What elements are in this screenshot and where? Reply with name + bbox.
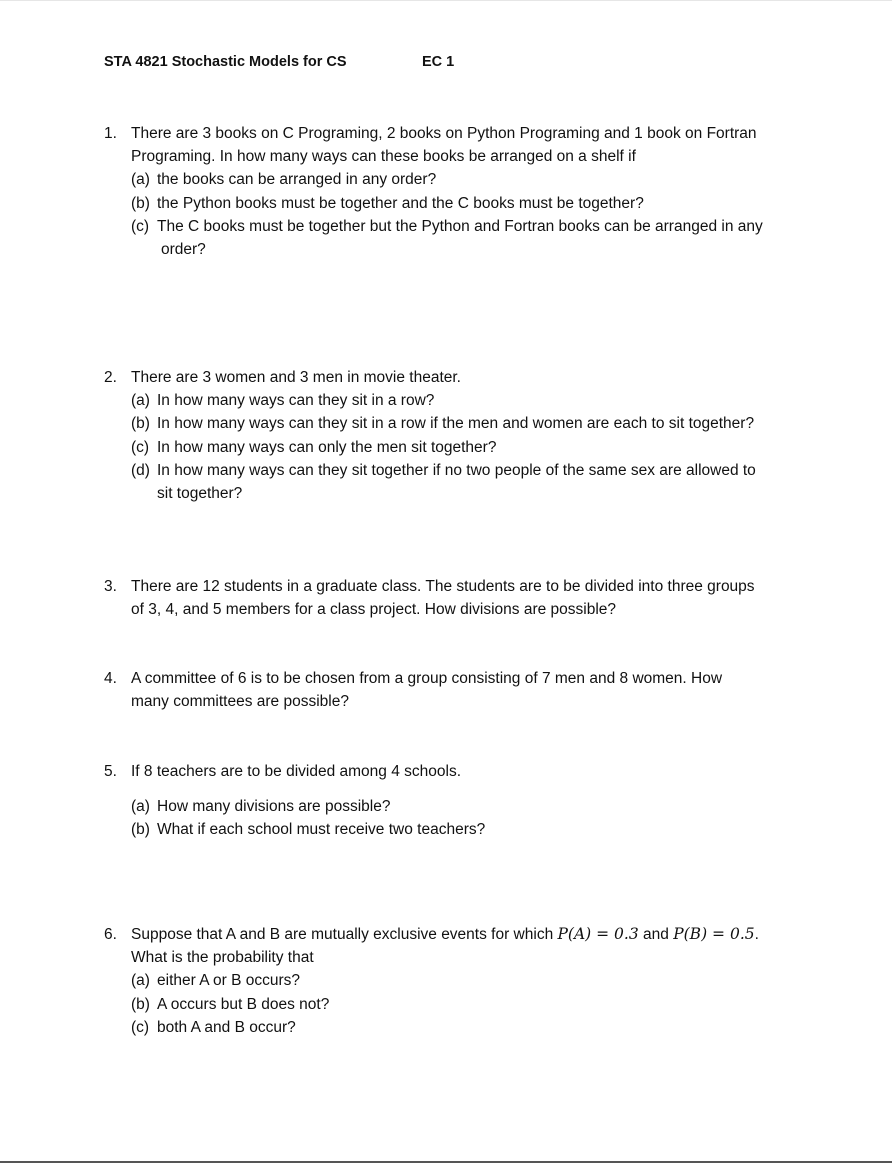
part-label: (c): [131, 438, 150, 456]
part-text: How many divisions are possible?: [157, 798, 391, 816]
math-expression: P(A) = 0.3: [557, 925, 639, 943]
assignment-code: EC 1: [422, 54, 455, 70]
question-part: [131, 412, 794, 435]
question-text: A committee of 6 is to be chosen from a group consisting of 7 men and 8 women. How: [131, 670, 723, 687]
part-label: (c): [131, 1018, 150, 1036]
question-number: 3.: [104, 578, 117, 595]
question-text-continued: What is the probability that: [131, 949, 314, 967]
part-text: A occurs but B does not?: [157, 995, 330, 1013]
part-text: the books can be arranged in any order?: [157, 171, 437, 189]
part-label: (a): [131, 798, 150, 816]
math-expression: P(B) = 0.5: [673, 925, 755, 943]
question-part: [131, 459, 794, 482]
question-text: There are 3 books on C Programing, 2 books on Python Programing and 1 book on Fortran: [131, 125, 757, 142]
question-number: 1.: [104, 125, 117, 142]
question-text: There are 3 women and 3 men in movie theater.: [131, 369, 461, 386]
part-label: (b): [131, 194, 150, 212]
question-number: 4.: [104, 670, 117, 687]
part-label: (c): [131, 217, 150, 235]
question-part: [131, 818, 794, 841]
question-text-segment: Suppose that A and B are mutually exclusive events for which: [131, 926, 558, 943]
question-number: 5.: [104, 763, 117, 780]
part-label: (d): [131, 461, 150, 479]
part-text: In how many ways can they sit in a row if the men and women are each to sit together?: [157, 415, 755, 433]
part-label: (a): [131, 171, 150, 189]
part-text: In how many ways can they sit in a row?: [157, 392, 435, 410]
question-3: [104, 575, 794, 621]
question-part: [131, 993, 794, 1016]
part-label: (b): [131, 415, 150, 433]
question-part: [131, 969, 794, 992]
part-label: (a): [131, 972, 150, 990]
page-top-edge: [0, 0, 892, 1]
question-part: [131, 389, 794, 412]
question-number: 2.: [104, 369, 117, 386]
question-5: [104, 760, 794, 842]
question-part: [131, 192, 794, 215]
question-text: [131, 923, 794, 946]
question-text: There are 12 students in a graduate class. The students are to be divided into three groups: [131, 578, 755, 595]
question-text-segment: .: [754, 926, 759, 943]
question-6: [104, 923, 794, 1039]
question-part: [131, 1016, 794, 1039]
question-part: [131, 436, 794, 459]
part-label: (b): [131, 821, 150, 839]
part-label: (a): [131, 392, 150, 410]
part-text: both A and B occur?: [157, 1018, 296, 1036]
question-part: [131, 168, 794, 191]
part-text: The C books must be together but the Python and Fortran books can be arranged in any: [157, 217, 763, 235]
question-part: [131, 795, 794, 818]
part-text-continued: order?: [161, 241, 206, 259]
part-text-continued: sit together?: [157, 485, 243, 503]
question-2: [104, 366, 794, 505]
question-1: [104, 122, 794, 261]
part-text: In how many ways can they sit together if no two people of the same sex are allowed to: [157, 461, 756, 479]
part-text: either A or B occurs?: [157, 972, 301, 990]
part-label: (b): [131, 995, 150, 1013]
question-text-continued: Programing. In how many ways can these books be arranged on a shelf if: [131, 148, 636, 166]
question-4: [104, 667, 794, 713]
question-text-continued: of 3, 4, and 5 members for a class project. How divisions are possible?: [131, 601, 617, 619]
part-text: the Python books must be together and the C books must be together?: [157, 194, 644, 212]
question-text-segment: and: [638, 926, 674, 943]
part-text: In how many ways can only the men sit together?: [157, 438, 497, 456]
question-text-continued: many committees are possible?: [131, 693, 349, 711]
question-text: If 8 teachers are to be divided among 4 schools.: [131, 763, 462, 780]
part-text: What if each school must receive two teachers?: [157, 821, 486, 839]
course-title: STA 4821 Stochastic Models for CS: [104, 54, 347, 70]
question-part: [131, 215, 794, 238]
question-number: 6.: [104, 926, 117, 943]
